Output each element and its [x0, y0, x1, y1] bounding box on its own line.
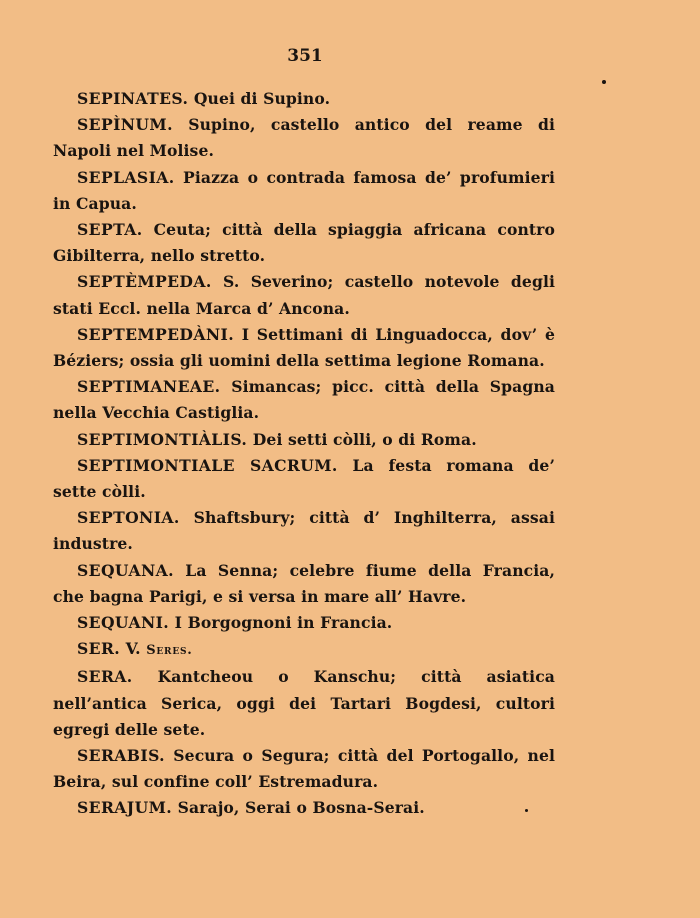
entry-headword: SEQUANA. [77, 560, 174, 580]
entry-definition: Supino, castello antico del reame di Napoli nel Molise. [53, 115, 555, 161]
entry-definition: La Senna; celebre fiume della Francia, che bagna Parigi, e si versa in mare all’ Havre. [53, 560, 555, 606]
dictionary-entry [53, 558, 555, 610]
entry-definition: Shaftsbury; città d’ Inghilterra, assai industre. [53, 508, 555, 554]
dictionary-entry [53, 269, 555, 321]
entry-headword: SEPTIMONTIÀLIS. [77, 429, 248, 449]
entry-definition: I Borgognoni in Francia. [169, 613, 393, 633]
entry-definition: V. [120, 639, 147, 659]
dictionary-entry [53, 453, 555, 505]
entry-headword: SEPTÈMPEDA. [77, 272, 212, 292]
entry-headword: SEPLASIA. [77, 167, 175, 187]
ink-speck [525, 809, 528, 812]
dictionary-entry [53, 322, 555, 374]
dictionary-entry [53, 374, 555, 426]
entry-headword: SEPTA. [77, 220, 143, 240]
dictionary-entry [53, 86, 555, 112]
entry-definition: La festa romana de’ sette còlli. [53, 455, 555, 502]
entry-definition: Dei setti còlli, o di Roma. [247, 429, 477, 449]
dictionary-entry [53, 636, 555, 664]
entry-definition: I Settimani di Linguadocca, dov’ è Béziers; ossia gli uomini della settima legione Romana. [53, 324, 555, 371]
entry-definition: S. Severino; castello notevole degli stati Eccl. nella Marca d’ Ancona. [53, 272, 555, 318]
entry-definition: Sarajo, Serai o Bosna-Serai. [172, 798, 425, 818]
entry-definition: Secura o Segura; città del Portogallo, nel Beira, sul confine coll’ Estremadura. [53, 746, 555, 792]
ink-speck [602, 80, 606, 84]
dictionary-entries [53, 86, 555, 822]
dictionary-entry [53, 743, 555, 795]
entry-headword: SEPTEMPEDÀNI. [77, 324, 235, 344]
entry-definition: Simancas; picc. città della Spagna nella Vecchia Castiglia. [53, 377, 555, 423]
dictionary-entry [53, 795, 555, 821]
entry-headword: SERA. [77, 667, 133, 687]
dictionary-entry [53, 505, 555, 557]
entry-headword: SEPTONIA. [77, 508, 180, 528]
entry-headword: SER. [77, 639, 121, 659]
entry-cross-reference: Seres. [146, 643, 193, 659]
dictionary-entry [53, 165, 555, 217]
dictionary-entry [53, 664, 555, 743]
entry-definition: Ceuta; città della spiaggia africana contro Gibilterra, nello stretto. [53, 220, 555, 266]
dictionary-entry [53, 427, 555, 453]
dictionary-entry [53, 610, 555, 636]
entry-definition: Piazza o contrada famosa de’ profumieri in Capua. [53, 167, 555, 213]
entry-headword: SEPINATES. [77, 89, 189, 108]
page-number: 351 [287, 46, 323, 66]
entry-headword: SERABIS. [77, 746, 166, 766]
dictionary-entry [53, 112, 555, 164]
entry-definition: Kantcheou o Kanschu; città asiatica nell’antica Serica, oggi dei Tartari Bogdesi, cultori egregi delle sete. [53, 667, 555, 739]
entry-headword: SEPÌNUM. [77, 115, 173, 135]
entry-definition: Quei di Supino. [188, 89, 331, 108]
entry-headword: SERAJUM. [77, 798, 173, 818]
entry-headword: SEPTIMANEAE. [77, 377, 221, 397]
entry-headword: SEPTIMONTIALE SACRUM. [77, 455, 338, 475]
entry-headword: SEQUANI. [77, 613, 170, 633]
dictionary-entry [53, 217, 555, 269]
